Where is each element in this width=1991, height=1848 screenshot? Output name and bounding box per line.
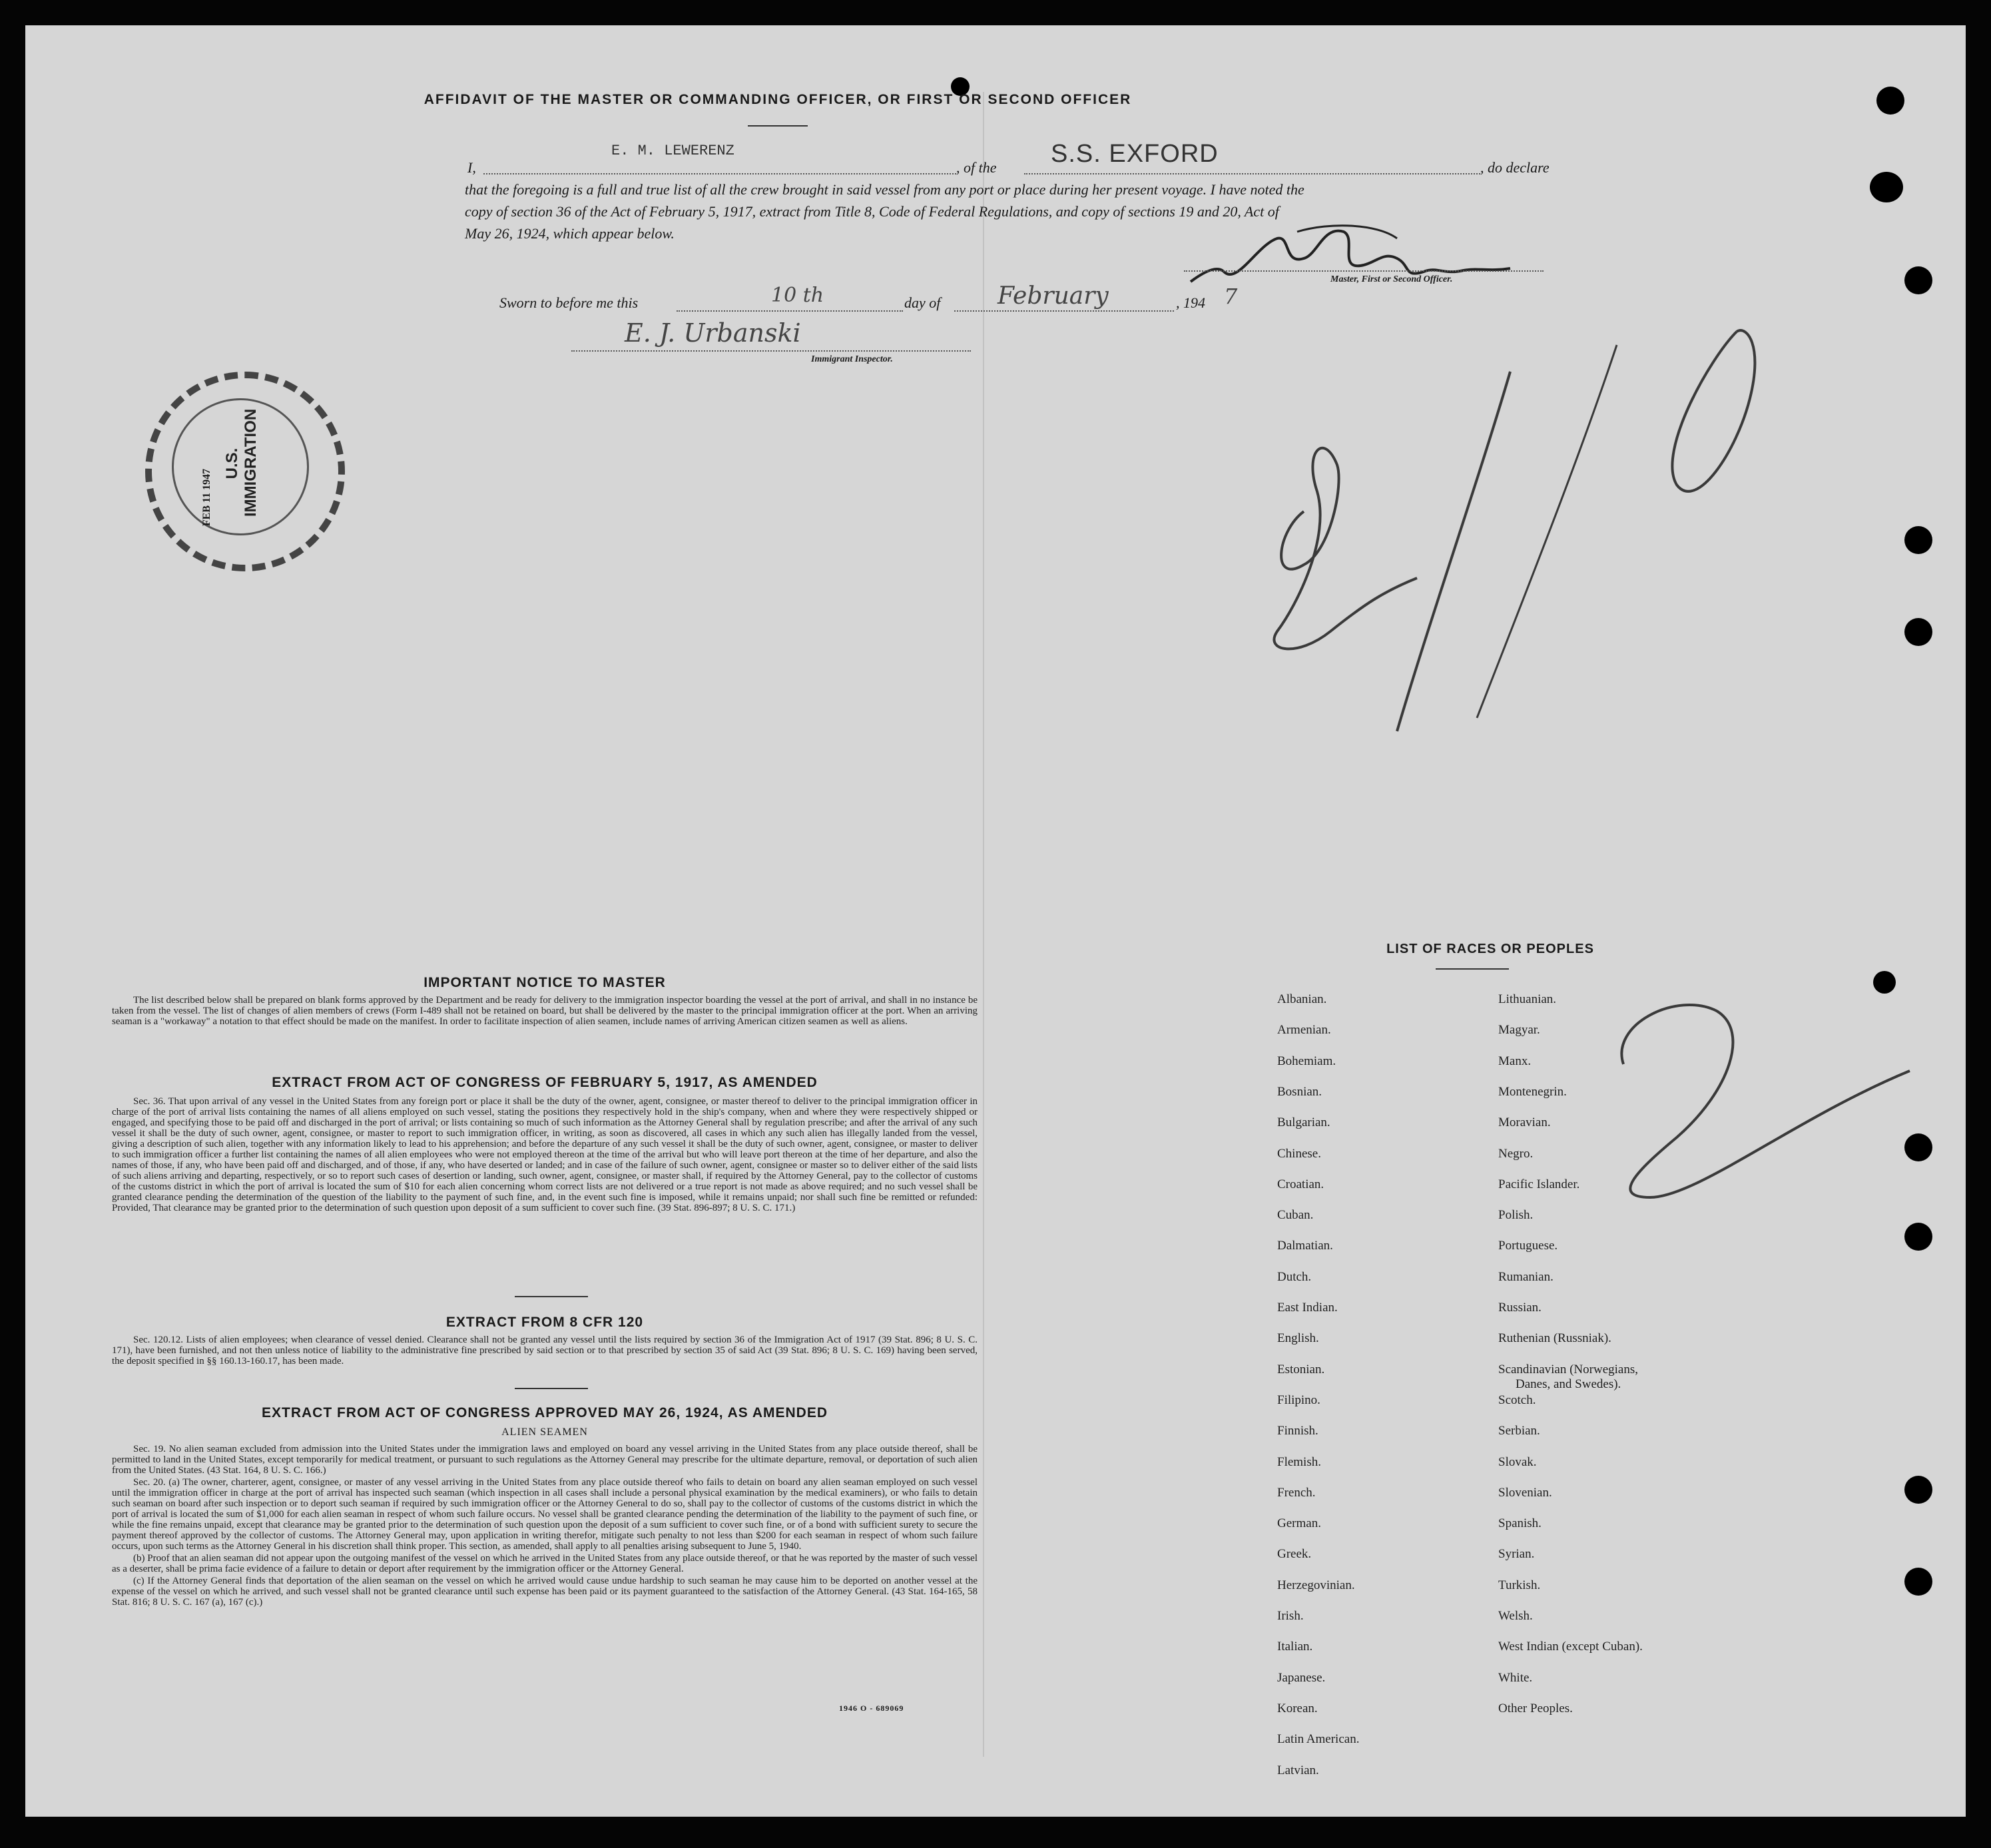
punch-hole: [1904, 618, 1932, 646]
master-name-line: [483, 173, 956, 174]
race-item: Croatian.: [1277, 1177, 1324, 1191]
extract-1924-body: [112, 1444, 978, 1609]
race-item: Manx.: [1498, 1054, 1532, 1068]
race-item: Moravian.: [1498, 1115, 1551, 1130]
master-signature-caption: Master, First or Second Officer.: [1330, 274, 1453, 284]
decl-do-declare: , do declare: [1480, 159, 1550, 176]
race-item: East Indian.: [1277, 1301, 1338, 1315]
extract-cfr-title: EXTRACT FROM 8 CFR 120: [445, 1315, 644, 1330]
race-item: Dutch.: [1277, 1269, 1312, 1284]
master-name: E. M. LEWERENZ: [611, 143, 734, 159]
extract-1924-subtitle: ALIEN SEAMEN: [501, 1426, 588, 1438]
race-item: Japanese.: [1277, 1670, 1326, 1685]
race-item: Estonian.: [1277, 1362, 1325, 1377]
decl-i-label: I,: [467, 159, 476, 176]
race-item: Pacific Islander.: [1498, 1177, 1580, 1191]
race-item: Finnish.: [1277, 1424, 1318, 1438]
sworn-month-line: [954, 310, 1174, 312]
sworn-label: Sworn to before me this: [499, 294, 639, 311]
race-item: French.: [1277, 1485, 1316, 1500]
decl-line-2: that the foregoing is a full and true list of all the crew brought in said vessel from any port or place during her present voyage. I have noted the: [465, 181, 1304, 198]
vessel-name-line: [1024, 173, 1480, 174]
year-suffix: 7: [1224, 284, 1238, 309]
race-item: Syrian.: [1498, 1547, 1535, 1562]
decl-line-4: May 26, 1924, which appear below.: [465, 225, 675, 242]
race-item: Herzegovinian.: [1277, 1578, 1355, 1592]
race-item: Magyar.: [1498, 1023, 1540, 1038]
inspector-caption: Immigrant Inspector.: [811, 354, 893, 364]
punch-hole: [1876, 87, 1904, 115]
decl-of-the: , of the: [956, 159, 997, 176]
race-item: Greek.: [1277, 1547, 1312, 1562]
section-36-paragraph: Sec. 36. That upon arrival of any vessel in the United States from any foreign port or place it shall be the duty of the owner, agent, consignee, or master thereof to deliver to the principal immigration officer in charge of the port of arrival lists containing the names of all aliens employed on such vessel, stating the positions they respectively hold in the ship's company, when and where they were respectively shipped or engaged, and specifying those to be paid off and discharged in the port of arrival; or lists containing so much of such information as the Attorney General shall by regulation prescribe; and after the arrival of any such vessel it shall be the duty of such owner, agent, consignee, or master to report to such immigration officer, in writing, as soon as discovered, all cases in which any such alien has illegally landed from the vessel, giving a description of such alien, together with any information likely to lead to his apprehension; and before the departure of any such vessel it shall be the duty of such owner, agent, consignee, or master to deliver to such immigration officer a further list containing the names of all alien employees who were not employed thereon at the time of the arrival but who will leave port thereon at the time of her departure, and also the names of those, if any, who have been paid off and discharged, and of those, if any, who have deserted or landed; and in case of the failure of such owner, agent, consignee or master so to deliver either of the said lists of such aliens arriving and departing, respectively, or so to report such cases of desertion or landing, such owner, agent, consignee, or master shall, if required by the Attorney General, pay to the collector of customs of the customs district in which the port of arrival is located the sum of $10 for each alien concerning whom correct lists are not delivered or a true report is not made as above required; and no such vessel shall be granted clearance pending the determination of the question of the liability to the payment of such fine, and, in the event such fine is imposed, while it remains unpaid; nor shall such fine be remitted or refunded: Provided, That clearance may be granted prior to the determination of such question upon deposit of a sum sufficient to cover such fine. (39 Stat. 896-897; 8 U. S. C. 171.): [112, 1096, 978, 1213]
race-item: Italian.: [1277, 1640, 1313, 1654]
punch-hole: [1904, 1568, 1932, 1596]
document-page: [25, 25, 1966, 1817]
race-item: Lithuanian.: [1498, 992, 1557, 1006]
race-item: English.: [1277, 1331, 1319, 1346]
race-item: Dalmatian.: [1277, 1239, 1333, 1253]
fold-line: [983, 92, 984, 1757]
race-item: Albanian.: [1277, 992, 1327, 1006]
race-item: Armenian.: [1277, 1023, 1331, 1038]
inspector-signature-line: [571, 350, 971, 352]
sworn-day-line: [677, 310, 903, 312]
punch-hole: [1904, 266, 1932, 294]
day-of-label: day of: [904, 294, 941, 311]
extract-1917-title: EXTRACT FROM ACT OF CONGRESS OF FEBRUARY 5, 1917, AS AMENDED: [272, 1075, 818, 1090]
title-rule: [748, 125, 808, 127]
section-19-paragraph: Sec. 19. No alien seaman excluded from admission into the United States under the immigration laws and employed on board any vessel arriving in the United States from any place outside thereof, shall be permitted to land in the United States, except temporarily for medical treatment, or pursuant to such regulations as the Attorney General may prescribe for the ultimate departure, removal, or deportation of such alien from the United States. (43 Stat. 164, 8 U. S. C. 166.): [112, 1444, 978, 1476]
race-item: Spanish.: [1498, 1516, 1542, 1531]
race-item: Slovak.: [1498, 1454, 1537, 1469]
inspector-signature: E. J. Urbanski: [625, 318, 801, 348]
race-item: Latin American.: [1277, 1732, 1360, 1747]
race-item: Scotch.: [1498, 1392, 1536, 1407]
extract-1924-title: EXTRACT FROM ACT OF CONGRESS APPROVED MAY 26, 1924, AS AMENDED: [261, 1405, 828, 1420]
punch-hole: [1904, 526, 1932, 554]
race-item: Irish.: [1277, 1609, 1304, 1623]
race-item: Welsh.: [1498, 1609, 1533, 1623]
master-signature-line: [1184, 270, 1544, 272]
race-item: Latvian.: [1277, 1763, 1319, 1777]
section-20c-paragraph: (c) If the Attorney General finds that deportation of the alien seaman on the vessel on which he arrived would cause undue hardship to such seaman he may cause him to be deported on another vessel at the expense of the vessel on which he arrived, and such vessel shall not be granted clearance until such expense has been paid or its payment guaranteed to the satisfaction of the Attorney General. (43 Stat. 164-165, 58 Stat. 816; 8 U. S. C. 167 (a), 167 (c).): [112, 1576, 978, 1608]
race-item: Bosnian.: [1277, 1084, 1322, 1099]
races-title-rule: [1436, 968, 1509, 970]
section-20a-paragraph: Sec. 20. (a) The owner, charterer, agent, consignee, or master of any vessel arriving in the United States from any place outside thereof who fails to detain on board any alien seaman employed on such vessel until the immigration officer in charge at the port of arrival has inspected such seaman (which inspection in all cases shall include a personal physical examination by the medical examiners), or who fails to detain such seaman on board after such inspection or to deport such seaman if required by such immigration officer or the Attorney General to do so, shall pay to the collector of customs of the customs district in which the port of arrival is located the sum of $1,000 for each alien seaman in respect of whom such failure occurs. No vessel shall be granted clearance pending the determination of the liability to the payment of such fine, or while the fine remains unpaid, except that clearance may be granted prior to the determination of such question upon the deposit of a sum sufficient to cover such fine, or of a bond with sufficient surety to secure the payment thereof approved by the collector of customs. The Attorney General may, upon application in writing therefor, mitigate such penalty to not less than $200 for each seaman in respect of whom such failure occurs, upon such terms as the Attorney General in his discretion shall think proper. This section, as amended, shall apply to all penalties arising subsequent to June 5, 1940.: [112, 1477, 978, 1552]
affidavit-title: AFFIDAVIT OF THE MASTER OR COMMANDING OFFICER, OR FIRST OR SECOND OFFICER: [424, 92, 1132, 107]
handwritten-number-21: [1257, 318, 1856, 771]
race-item: Filipino.: [1277, 1392, 1320, 1407]
handwritten-number-2: [1597, 984, 1916, 1224]
divider-rule: [515, 1296, 588, 1297]
extract-cfr-body: [112, 1335, 978, 1368]
race-item: Serbian.: [1498, 1424, 1540, 1438]
race-item: Bohemiam.: [1277, 1054, 1336, 1068]
race-item: Other Peoples.: [1498, 1701, 1573, 1715]
race-item: German.: [1277, 1516, 1321, 1531]
punch-hole: [1904, 1223, 1932, 1251]
race-item: Rumanian.: [1498, 1269, 1554, 1284]
sworn-month: February: [997, 282, 1109, 310]
print-code: 1946 O - 689069: [839, 1703, 904, 1713]
notice-paragraph: The list described below shall be prepared on blank forms approved by the Department and be ready for delivery to the immigration inspector boarding the vessel at the port of arrival, and shall in no instance be taken from the vessel. The list of changes of alien members of crews (Form I-489 shall not be retained on board, but shall be delivered by the master to the principal immigration officer at the port. When an arriving seaman is a "workaway" a notation to that effect should be made on the manifest. In order to facilitate inspection of alien seamen, include names of arriving American citizen seamen as well as aliens.: [112, 995, 978, 1027]
section-20b-paragraph: (b) Proof that an alien seaman did not appear upon the outgoing manifest of the vessel on which he arrived in the United States from any place outside thereof, or that he was reported by the master of such vessel as a deserter, shall be prima facie evidence of a failure to detain or deport after requirement by the immigration officer or the Attorney General.: [112, 1553, 978, 1574]
divider-rule: [515, 1388, 588, 1389]
race-item: Flemish.: [1277, 1454, 1321, 1469]
race-item: Scandinavian (Norwegians,: [1498, 1362, 1638, 1377]
notice-title: IMPORTANT NOTICE TO MASTER: [424, 975, 666, 990]
race-item: Cuban.: [1277, 1208, 1314, 1223]
vessel-name: S.S. EXFORD: [1051, 140, 1219, 168]
race-item: West Indian (except Cuban).: [1498, 1640, 1643, 1654]
race-item: Bulgarian.: [1277, 1115, 1330, 1130]
race-item: Russian.: [1498, 1301, 1542, 1315]
decl-line-3: copy of section 36 of the Act of February 5, 1917, extract from Title 8, Code of Federal Regulations, and copy of sections 19 and 20, Act of: [465, 203, 1279, 220]
stamp-text: U.S. IMMIGRATION: [223, 408, 260, 517]
section-120-paragraph: Sec. 120.12. Lists of alien employees; when clearance of vessel denied. Clearance shall not be granted any vessel until the lists required by section 36 of the Immigration Act of 1917 (39 Stat. 896; 8 U. S. C. 171), have been furnished, and not then unless notice of liability to the administrative fine prescribed by said section or to that prescribed by section 35 of said Act (39 Stat. 896; 8 U. S. C. 169) having been served, the deposit specified in §§ 160.13-160.17, has been made.: [112, 1335, 978, 1367]
sworn-day: 10 th: [771, 284, 824, 307]
punch-hole: [1870, 172, 1903, 202]
year-prefix: , 194: [1176, 294, 1205, 311]
race-item: Polish.: [1498, 1208, 1534, 1223]
race-item: Montenegrin.: [1498, 1084, 1567, 1099]
race-item: Chinese.: [1277, 1146, 1321, 1161]
punch-hole: [1904, 1476, 1932, 1504]
race-item: Slovenian.: [1498, 1485, 1552, 1500]
race-item: Portuguese.: [1498, 1239, 1558, 1253]
race-item: Korean.: [1277, 1701, 1318, 1715]
race-item: Danes, and Swedes).: [1516, 1377, 1621, 1391]
race-item: Ruthenian (Russniak).: [1498, 1331, 1611, 1346]
race-item: Negro.: [1498, 1146, 1534, 1161]
race-item: White.: [1498, 1670, 1533, 1685]
notice-body: [112, 995, 978, 1028]
extract-1917-body: [112, 1096, 978, 1215]
stamp-date: FEB 11 1947: [201, 468, 213, 527]
races-title: LIST OF RACES OR PEOPLES: [1386, 942, 1594, 956]
race-item: Turkish.: [1498, 1578, 1541, 1592]
